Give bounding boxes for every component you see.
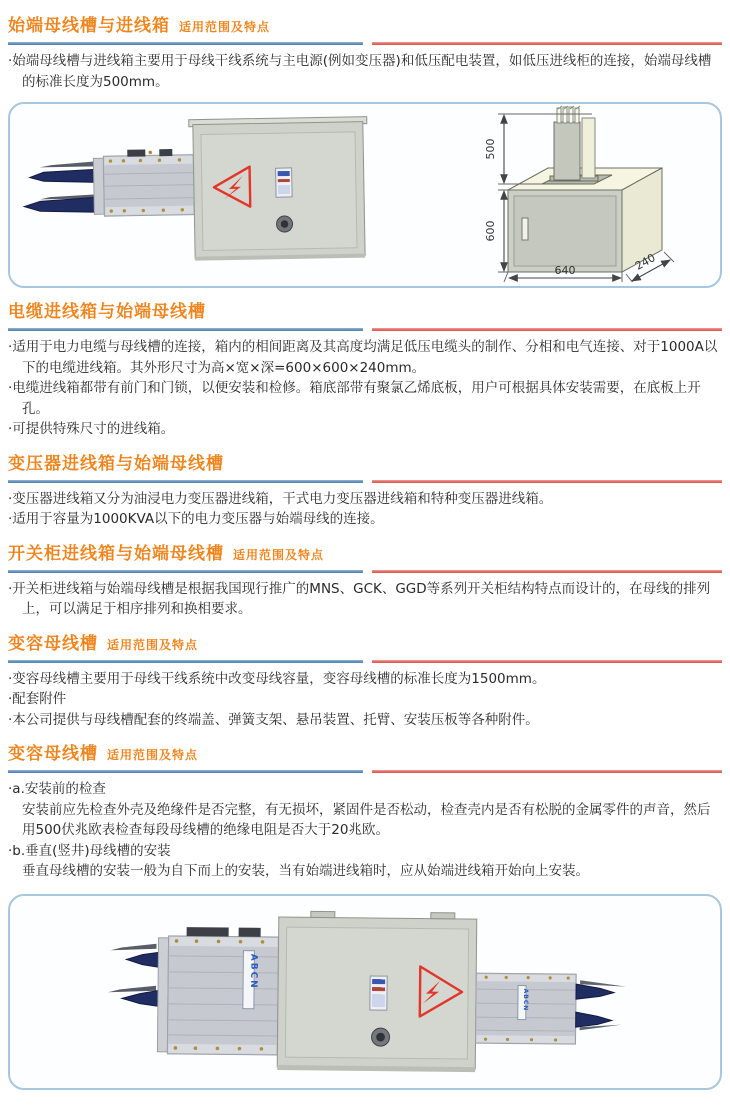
dim-label-500: 500 <box>484 138 497 160</box>
cabinet-door <box>514 196 616 266</box>
door-lock-knob <box>276 216 292 232</box>
bullet-line: ·开关柜进线箱与始端母线槽是根据我国现行推广的MNS、GCK、GGD等系列开关柜结构特点而设计的，在母线的排列上，可以满足于相序排列和换相要求。 <box>8 580 711 618</box>
section-capacity-change-busway <box>8 629 722 731</box>
section-title: 变容母线槽 <box>8 633 98 654</box>
dimension-drawing <box>484 106 674 282</box>
heading-divider <box>8 480 722 483</box>
section-cable-inlet-box <box>8 297 722 440</box>
dim-label-240: 240 <box>632 251 658 273</box>
section-transformer-inlet-box <box>8 449 722 530</box>
through-feed-figure <box>10 896 716 1088</box>
busbar-conductor <box>576 984 614 999</box>
rating-label-sticker <box>370 976 387 1010</box>
bullet-line: ·始端母线槽与进线箱主要用于母线干线系统与主电源(例如变压器)和低压配电装置，如低压进线柜的连接，始端母线槽的标准长度为500mm。 <box>8 53 712 90</box>
section-switchgear-inlet-box <box>8 539 722 620</box>
divider-red-segment <box>372 42 722 45</box>
mounting-bracket <box>127 150 145 157</box>
mounting-bracket <box>187 927 229 936</box>
section-subtitle: 适用范围及特点 <box>179 20 271 34</box>
bullet-line: ·适用于容量为1000KVA以下的电力变压器与始端母线的连接。 <box>8 511 384 528</box>
section-subtitle: 适用范围及特点 <box>107 637 199 652</box>
mounting-bracket <box>159 149 172 156</box>
busbar-conductor <box>576 1012 612 1027</box>
busway-duct-left <box>167 936 278 1055</box>
bullet-line: ·b.垂直(竖井)母线槽的安装 <box>8 842 171 859</box>
bullet-line: ·本公司提供与母线槽配套的终端盖、弹簧支架、悬吊装置、托臂、安装压板等各种附件。 <box>8 711 539 728</box>
door-handle-slot <box>522 218 528 240</box>
bullet-line: 安装前应先检查外壳及绝缘件是否完整，有无损坏，紧固件是否松动，检查壳内是否有松脱的金属零件的声音，然后用500伏兆欧表检查每段母线槽的绝缘电阻是否大于20兆欧。 <box>22 801 711 839</box>
divider-gap <box>363 42 372 45</box>
section-heading <box>8 539 722 564</box>
section-heading <box>8 449 722 474</box>
busbar-conductor <box>24 197 98 213</box>
section-heading <box>8 297 722 322</box>
duct-end-plate <box>93 158 104 214</box>
section-bullets <box>8 489 722 530</box>
through-feed-unit-photo <box>107 909 627 1073</box>
section-title: 开关柜进线箱与始端母线槽 <box>8 543 224 564</box>
riser-column <box>554 122 580 180</box>
section-subtitle: 适用范围及特点 <box>107 748 199 763</box>
section-title: 变容母线槽 <box>8 744 98 765</box>
busbar-shadow <box>39 161 95 167</box>
section-title: 电缆进线箱与始端母线槽 <box>8 302 206 323</box>
start-busway-figure-panel <box>8 102 722 288</box>
bullet-line: ·变压器进线箱又分为油浸电力变压器进线箱，干式电力变压器进线箱和特种变压器进线箱。 <box>8 490 553 507</box>
heading-divider <box>8 570 722 573</box>
section-bullets <box>8 51 722 92</box>
bullet-line: ·可提供特殊尺寸的进线箱。 <box>8 421 175 438</box>
section-bullets <box>8 669 722 731</box>
section-bullets <box>8 579 722 620</box>
section-bullets <box>8 337 722 440</box>
door-lock-knob <box>371 1028 389 1046</box>
dim-label-600: 600 <box>484 220 497 242</box>
rating-label-sticker <box>276 168 293 197</box>
busbar-conductor <box>126 951 162 967</box>
heading-divider <box>8 42 722 45</box>
bullet-line: ·配套附件 <box>8 691 67 708</box>
duct-end-plate <box>157 938 168 1052</box>
phase-label-left: ABCN <box>248 953 259 990</box>
bullet-line: ·a.安装前的检查 <box>8 781 106 798</box>
busbar-conductor <box>122 989 162 1006</box>
bullet-line: ·电缆进线箱都带有前门和门锁，以便安装和检修。箱底部带有聚氯乙烯底板，用户可根据具体安装需要，在底板上开孔。 <box>8 380 701 417</box>
section-heading <box>8 11 722 36</box>
section-heading <box>8 629 722 654</box>
section-start-busway <box>8 11 722 92</box>
through-feed-figure-panel <box>8 894 722 1090</box>
section-title: 始端母线槽与进线箱 <box>8 16 170 36</box>
busbar-conductor <box>30 169 98 183</box>
heading-divider <box>8 328 722 331</box>
end-feed-unit-photo <box>23 117 369 264</box>
bullet-line: 垂直母线槽的安装一般为自下而上的安装，当有始端进线箱时，应从始端进线箱开始向上安装。 <box>22 863 589 880</box>
section-title: 变压器进线箱与始端母线槽 <box>8 453 224 474</box>
bullet-line: ·适用于电力电缆与母线槽的连接，箱内的相间距离及其高度均满足低压电缆头的制作、分相和电气连接、对于1000A以下的电缆进线箱。其外形尺寸为高×宽×深=600×600×240mm。 <box>8 339 718 376</box>
section-bullets <box>8 779 722 882</box>
divider-blue-segment <box>8 42 363 45</box>
heading-divider <box>8 660 722 663</box>
dim-label-640: 640 <box>554 264 576 278</box>
section-subtitle: 适用范围及特点 <box>233 547 325 562</box>
section-heading <box>8 739 722 764</box>
mounting-bracket <box>239 927 261 936</box>
section-capacity-change-busway-install <box>8 739 722 882</box>
bullet-line: ·变容母线槽主要用于母线干线系统中改变母线容量，变容母线槽的标准长度为1500mm。 <box>8 670 546 687</box>
start-busway-figure <box>10 104 716 282</box>
riser-side-plate <box>582 118 595 178</box>
phase-label-right: ABCN <box>521 988 530 1012</box>
heading-divider <box>8 770 722 773</box>
